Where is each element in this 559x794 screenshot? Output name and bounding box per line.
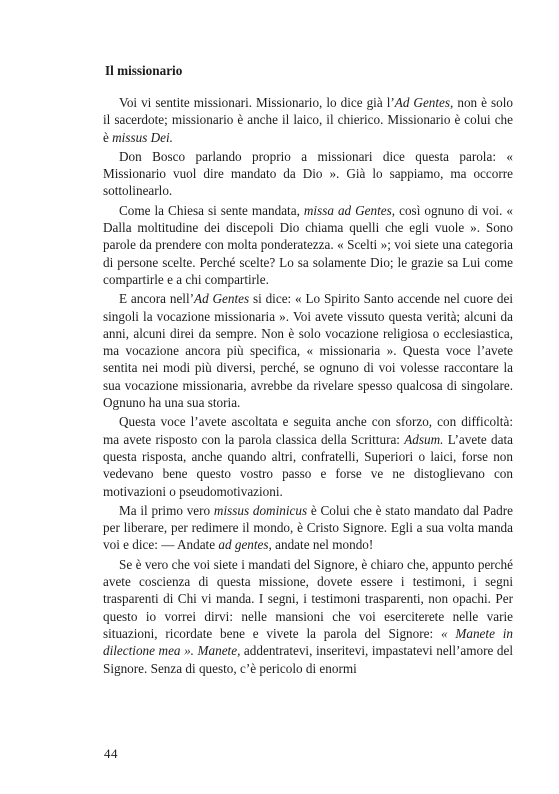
text-run: E ancora nell’ — [119, 291, 195, 307]
text-run: Questa voce l’avete ascoltata e seguita anche con sforzo, con difficoltà: ma avete risposto con la parola classica della Scrittura: — [103, 414, 513, 447]
text-run: Ma il primo vero — [119, 502, 214, 518]
italic-run: ad gentes, — [218, 537, 272, 553]
text-run: Come la Chiesa si sente mandata, — [119, 202, 304, 218]
text-run: non è solo il sacerdote; missionario è anche il laico, il chierico. Missionario è colui che è — [103, 95, 513, 145]
text-run: Voi vi sentite missionari. Missionario, lo dice già l’ — [119, 95, 395, 110]
text-run: andate nel mondo! — [271, 537, 374, 553]
paragraph — [103, 502, 513, 554]
paragraph — [103, 290, 513, 411]
italic-run: Manete, — [197, 643, 241, 659]
text-run: si dice: « Lo Spirito Santo accende nel cuore dei singoli la vocazione missionaria ». Voi avete vissuto questa verità; alcuni da anni, alcuni direi da sempre. Non è solo vocazione religiosa o ecclesiastica, ma vocazione ancora più specifica, « missionaria ». Questa voce l’avete sentita nei modi più diversi, perché, se ognuno di voi volesse raccontare la sua vocazione missionaria, avrebbe da rivelare spesso qualcosa di singolare. Ognuno ha una sua storia. — [103, 291, 513, 411]
text-run: è Colui che è stato mandato dal Padre per liberare, per redimere il mondo, è Cristo Signore. Egli a sua volta manda voi e dice: — Andate — [103, 502, 514, 553]
body-text — [103, 94, 513, 677]
paragraph — [103, 413, 513, 499]
paragraph — [103, 556, 513, 677]
text-run: Don Bosco parlando proprio a missionari dice questa parola: « Missionario vuol dire mandato da Dio ». Già lo sappiamo, ma occorre sottolinearlo. — [103, 148, 513, 199]
text-run: Se è vero che voi siete i mandati del Signore, è chiaro che, appunto perché avete coscienza di questa missione, dovete essere i testimoni, i segni trasparenti di Chi vi manda. I segni, i testimoni trasparenti, non opachi. Per questo io vorrei dirvi: nelle mansioni che voi eserciterete nelle varie situazioni, ricordate bene e vivete la parola del Signore: — [103, 556, 513, 641]
italic-run: Ad Gentes, — [394, 95, 454, 110]
italic-run: Ad Gentes — [194, 291, 250, 307]
italic-run: « Manete in dilectione mea ». — [103, 625, 513, 659]
paragraph — [103, 148, 513, 200]
text-run: addentratevi, inseritevi, impastatevi nell’amore del Signore. Senza di questo, c’è pericolo di enormi — [103, 643, 514, 676]
text-run: così ognuno di voi. « Dalla moltitudine dei discepoli Dio chiama quelli che egli vuole ». Sono parole da prendere con molta ponderatezza. « Scelti »; voi siete una categoria di persone scelte. Perché scelte? Lo sa solamente Dio; le grazie sa Lui come compartirle e a chi compartirle. — [103, 202, 513, 287]
paragraph — [103, 94, 513, 146]
italic-run: missus dominicus — [213, 502, 308, 518]
page-number: 44 — [104, 746, 118, 761]
italic-run: missus Dei. — [112, 129, 173, 145]
paragraph — [103, 202, 513, 288]
section-heading: Il missionario — [105, 63, 183, 78]
page-content — [103, 62, 513, 677]
text-run: L’avete data questa risposta, anche quando altri, confratelli, Superiori o laici, forse non vedevano bene questo vostro passo e forse ve ne distoglievano con motivazioni o pseudomotivazioni. — [103, 431, 513, 499]
italic-run: Adsum. — [404, 431, 444, 447]
italic-run: missa ad Gentes, — [303, 202, 396, 218]
